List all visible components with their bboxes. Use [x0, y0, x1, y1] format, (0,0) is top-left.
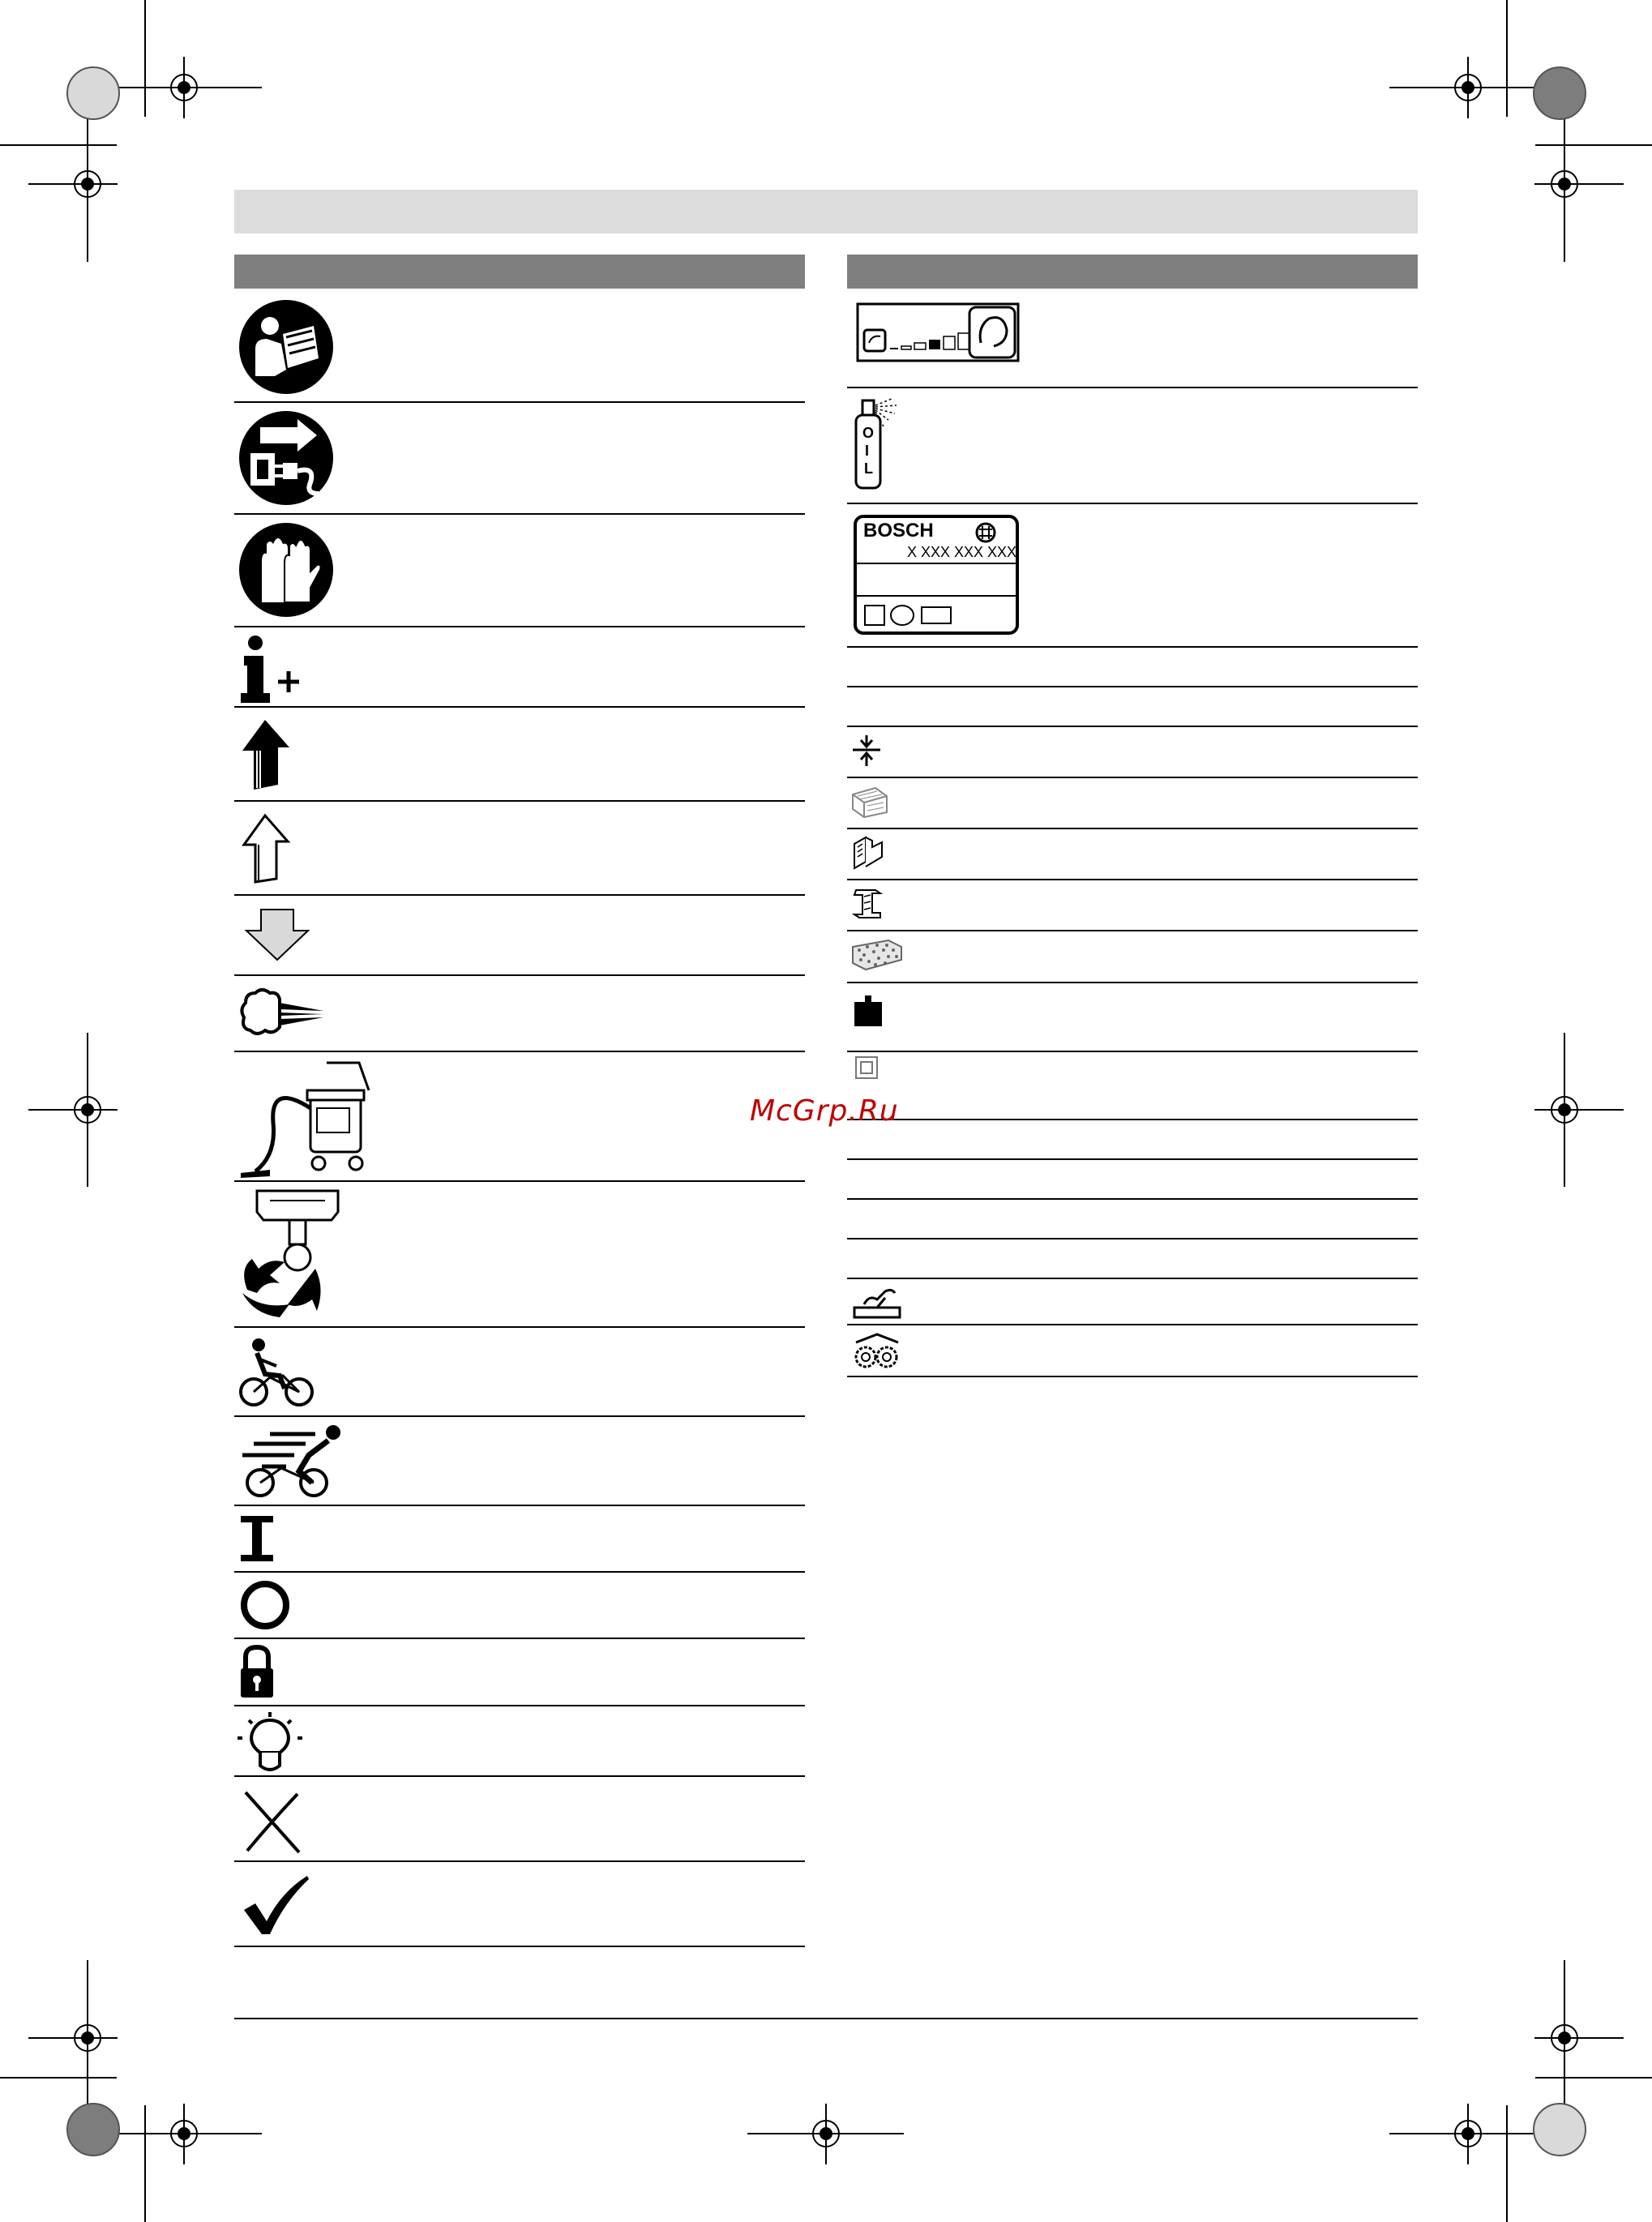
lamp-icon [238, 1712, 302, 1774]
steel-profile-icon [851, 887, 885, 921]
bicycle-slow-icon [238, 1335, 319, 1408]
metal-sheet-icon [851, 836, 885, 870]
rating-plate-icon [854, 515, 1019, 635]
switch-off-icon [239, 1579, 291, 1631]
svg-text:L: L [864, 460, 873, 477]
info-plus-icon [238, 635, 302, 703]
arrow-up-filled-icon [238, 718, 294, 791]
rating-plate-brand: BOSCH [863, 520, 934, 542]
left-column-header [234, 255, 805, 289]
planing-icon [853, 1285, 901, 1319]
unplug-icon [238, 409, 335, 507]
stone-icon [851, 939, 903, 973]
arrow-up-outline-icon [238, 812, 294, 885]
arrow-down-icon [243, 906, 311, 963]
cross-icon [239, 1789, 304, 1854]
svg-text:O: O [862, 425, 875, 441]
dust-blow-icon [238, 985, 327, 1042]
vacuum-cleaner-icon [238, 1058, 375, 1180]
speed-dial-icon [856, 302, 1020, 362]
wood-icon [851, 785, 888, 819]
lock-icon [239, 1644, 275, 1699]
right-column-header [847, 255, 1418, 289]
gear-drive-icon [853, 1333, 901, 1370]
gloves-icon [238, 521, 335, 619]
checkmark-icon [239, 1873, 312, 1937]
footer-line [234, 2018, 1418, 2019]
protection-class-icon [854, 1055, 879, 1080]
switch-on-icon [239, 1514, 275, 1563]
header-band [234, 190, 1418, 233]
read-manual-icon [238, 298, 335, 396]
oil-spray-icon [851, 396, 948, 491]
watermark-text: McGrp.Ru [750, 1094, 899, 1128]
rotating-disc-icon [238, 1188, 343, 1321]
rating-plate-number: X XXX XXX XXX [907, 544, 1017, 560]
svg-text:I: I [865, 443, 870, 459]
cut-depth-icon [851, 734, 882, 768]
weight-icon [853, 994, 884, 1028]
bicycle-fast-icon [238, 1423, 351, 1500]
